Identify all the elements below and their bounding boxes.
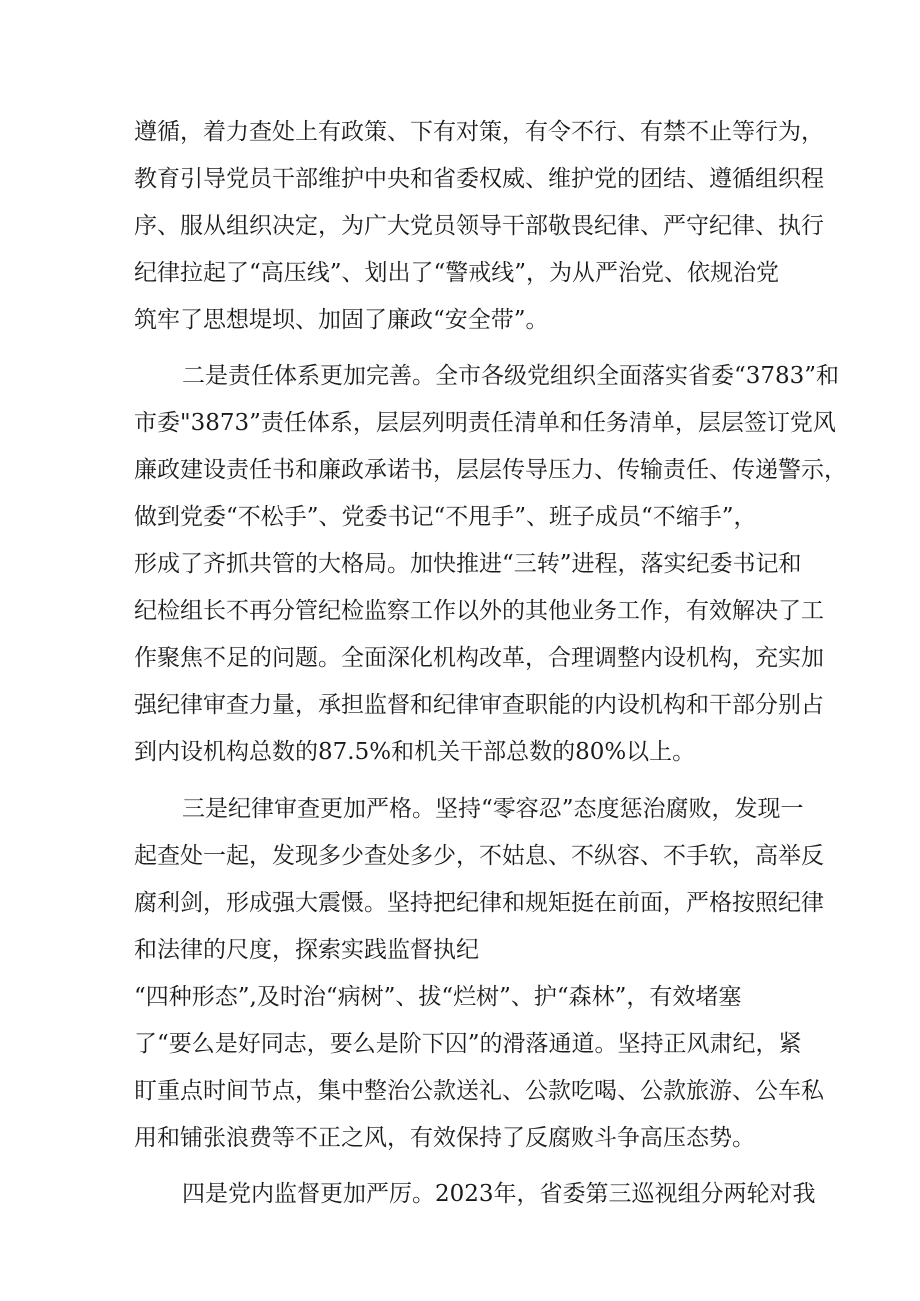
body-text-line: 起查处一起，发现多少查处多少，不姑息、不纵容、不手软，高举反: [134, 843, 824, 869]
body-text-line: 强纪律审查力量，承担监督和纪律审查职能的内设机构和干部分别占: [134, 692, 824, 718]
body-text-line: 遵循，着力查处上有政策、下有对策，有令不行、有禁不止等行为，: [134, 119, 824, 145]
body-text-line: “四种形态”,及时治“病树”、拔“烂树”、护“森林”，有效堵塞: [134, 984, 742, 1010]
body-text-line: 用和铺张浪费等不正之风，有效保持了反腐败斗争高压态势。: [134, 1125, 755, 1151]
body-text-line: 了“要么是好同志，要么是阶下囚”的滑落通道。坚持正风肃纪，紧: [134, 1031, 802, 1057]
body-text-line: 教育引导党员干部维护中央和省委权威、维护党的团结、遵循组织程: [134, 166, 824, 192]
body-text-line: 盯重点时间节点，集中整治公款送礼、公款吃喝、公款旅游、公车私: [134, 1078, 824, 1104]
body-text-line: 腐利剑，形成强大震慑。坚持把纪律和规矩挺在前面，严格按照纪律: [134, 890, 824, 916]
body-text-line: 市委"3873”责任体系，层层列明责任清单和任务清单，层层签订党风: [134, 410, 836, 436]
paragraph-start-line: 四是党内监督更加严厉。2023年，省委第三巡视组分两轮对我: [182, 1181, 816, 1207]
paragraph-start-line: 三是纪律审查更加严格。坚持“零容忍”态度惩治腐败，发现一: [182, 796, 804, 822]
body-text-line: 筑牢了思想堤坝、加固了廉政“安全带”。: [134, 307, 549, 333]
body-text-line: 序、服从组织决定，为广大党员领导干部敬畏纪律、严守纪律、执行: [134, 213, 824, 239]
paragraph-start-line: 二是责任体系更加完善。全市各级党组织全面落实省委“3783”和: [182, 363, 840, 389]
body-text-line: 和法律的尺度，探索实践监督执纪: [134, 937, 479, 963]
body-text-line: 作聚焦不足的问题。全面深化机构改革，合理调整内设机构，充实加: [134, 645, 824, 671]
body-text-line: 做到党委“不松手”、党委书记“不甩手”、班子成员“不缩手”，: [134, 504, 757, 530]
body-text-line: 纪律拉起了“高压线”、划出了“警戒线”，为从严治党、依规治党: [134, 260, 780, 286]
body-text-line: 廉政建设责任书和廉政承诺书，层层传导压力、传输责任、传递警示，: [134, 457, 847, 483]
body-text-line: 到内设机构总数的87.5%和机关干部总数的80%以上。: [134, 739, 696, 765]
body-text-line: 形成了齐抓共管的大格局。加快推进“三转”进程，落实纪委书记和: [134, 551, 802, 577]
body-text-line: 纪检组长不再分管纪检监察工作以外的其他业务工作，有效解决了工: [134, 598, 824, 624]
